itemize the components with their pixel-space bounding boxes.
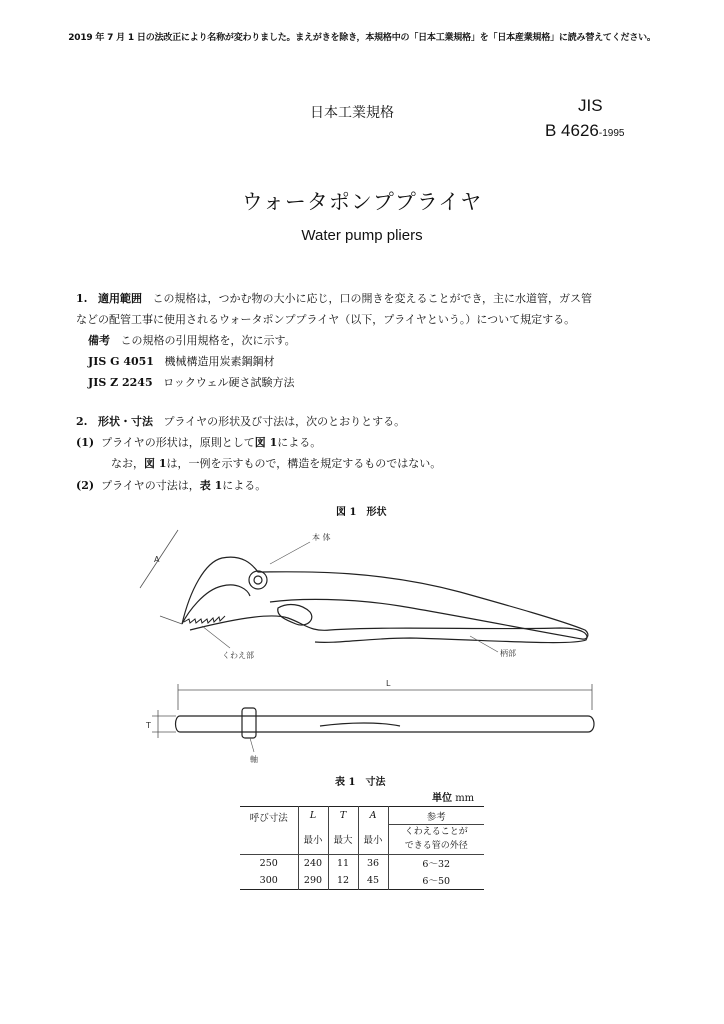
body-label: 本 体 [312, 533, 331, 542]
item1-figure-ref: 図 1 [254, 436, 278, 449]
item1-text-b: による。 [277, 436, 322, 449]
cell-nominal: 250 [259, 857, 278, 869]
jis-number [545, 121, 624, 141]
axle-leader [250, 738, 254, 752]
dimension-a-label: A [154, 555, 160, 564]
body-leader [270, 542, 310, 564]
dimension-t-marker [152, 710, 176, 738]
standard-name: 日本工業規格 [310, 105, 394, 121]
remark-text: この規格の引用規格を，次に示す。 [120, 334, 296, 347]
dimension-l-label: L [386, 679, 391, 688]
unit-label: 単位 [432, 793, 452, 804]
cell-reference: 6〜32 [388, 854, 484, 872]
note-text-b: は，一例を示すもので，構造を規定するものではない。 [166, 457, 442, 470]
item2-number: (2) [76, 479, 95, 492]
jaw-leader [202, 626, 230, 648]
section1-text-1: この規格は，つかむ物の大小に応じ，口の開きを変えることができ，主に水道管，ガス管 [152, 292, 593, 305]
pliers-figure [130, 520, 600, 780]
dimension-table [240, 806, 484, 890]
section1-heading: 適用範囲 [97, 292, 142, 305]
pliers-side-view [182, 557, 588, 643]
reference-code: JIS Z 2245 [88, 376, 153, 389]
handle-leader [470, 636, 498, 652]
header-a: A [358, 807, 388, 825]
section2-item1 [76, 437, 321, 448]
table-header-row [240, 807, 484, 825]
jaw-label: くわえ部 [222, 651, 254, 660]
header-min-a: 最小 [358, 825, 388, 855]
cell-l: 290 [298, 872, 328, 890]
jaw-teeth [184, 616, 225, 623]
law-change-notice: 2019 年 7 月 1 日の法改正により名称が変わりました。まえがきを除き，本規格中の「日本工業規格」を「日本産業規格」に読み替えてください。 [68, 33, 656, 43]
reference-1 [88, 356, 274, 367]
header-l: L [298, 807, 328, 825]
item1-text-a: プライヤの形状は，原則として [101, 436, 255, 449]
reference-2 [88, 377, 294, 388]
jis-year: -1995 [598, 128, 625, 139]
section2-heading: 形状・寸法 [97, 415, 153, 428]
section2-item1-note [111, 458, 441, 469]
cell-t: 11 [328, 854, 358, 872]
cell-reference: 6〜50 [388, 872, 484, 890]
section1-number: 1. [76, 292, 88, 305]
header-reference-sub: くわえることが できる管の外径 [388, 825, 484, 855]
axle-label: 軸 [250, 755, 258, 764]
unit-value: mm [455, 793, 475, 804]
section1-text-2: などの配管工事に使用されるウォータポンププライヤ（以下，プライヤという。）について規定する。 [76, 313, 576, 326]
cell-a: 36 [358, 854, 388, 872]
cell-t: 12 [328, 872, 358, 890]
figure-caption: 図 1 形状 [336, 507, 387, 518]
table-row [240, 854, 484, 872]
dimension-t-label: T [146, 721, 151, 730]
section2-line1 [76, 416, 405, 427]
note-text-a: なお， [111, 457, 144, 470]
reference-title: 機械構造用炭素鋼鋼材 [164, 355, 275, 368]
header-reference: 参考 [388, 807, 484, 825]
section1-remark [88, 335, 296, 346]
note-figure-ref: 図 1 [144, 457, 167, 470]
handle-label: 柄部 [500, 649, 516, 658]
table-caption: 表 1 寸法 [335, 777, 386, 788]
section2-number: 2. [76, 415, 88, 428]
dimension-a-marker [140, 530, 182, 624]
cell-nominal: 300 [259, 874, 278, 886]
document-title: ウォータポンププライヤ [241, 190, 483, 214]
section2-item2 [76, 480, 266, 491]
cell-l: 240 [298, 854, 328, 872]
item2-text-b: による。 [222, 479, 267, 492]
item2-text-a: プライヤの寸法は， [101, 479, 200, 492]
cell-a: 45 [358, 872, 388, 890]
pliers-top-view [176, 708, 595, 738]
reference-title: ロックウェル硬さ試験方法 [163, 376, 295, 389]
header-min-l: 最小 [298, 825, 328, 855]
header-t: T [328, 807, 358, 825]
reference-code: JIS G 4051 [88, 355, 154, 368]
document-title-english: Water pump pliers [301, 227, 423, 244]
table-unit [432, 794, 474, 804]
section2-text: プライヤの形状及び寸法は，次のとおりとする。 [163, 415, 406, 428]
dimension-l-marker [178, 684, 592, 710]
item2-table-ref: 表 1 [199, 479, 223, 492]
item1-number: (1) [76, 436, 95, 449]
table-row [240, 872, 484, 890]
jis-label: JIS [578, 96, 603, 115]
jis-code: B 4626 [545, 121, 599, 140]
header-nominal: 呼び寸法 [249, 813, 288, 824]
header-max-t: 最大 [328, 825, 358, 855]
section1-line1 [76, 293, 592, 304]
remark-label: 備考 [88, 334, 110, 347]
